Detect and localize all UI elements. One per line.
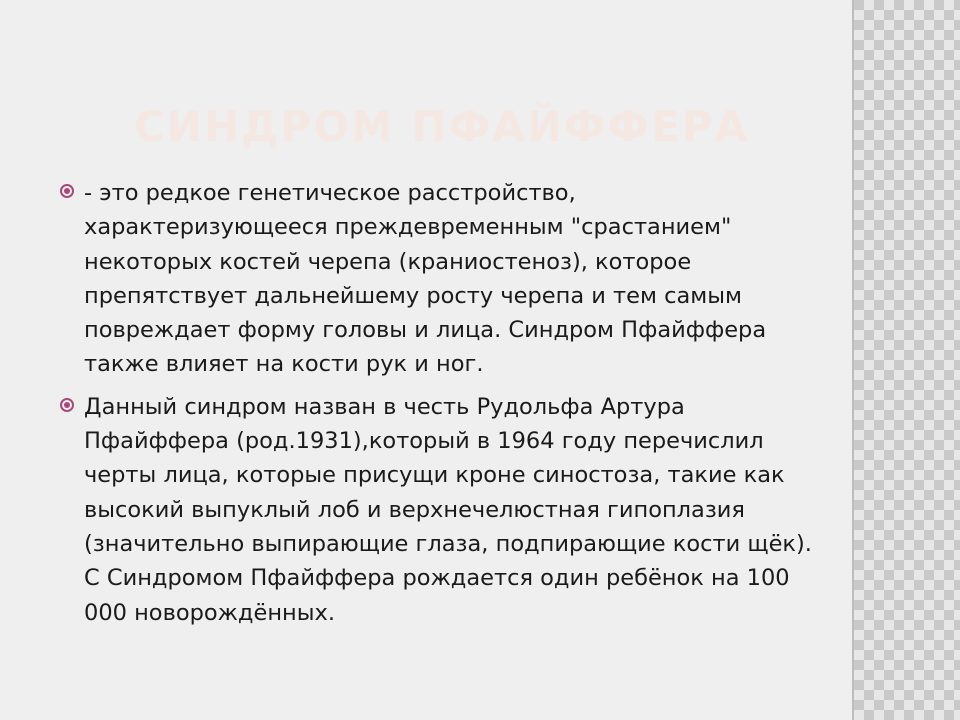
bullet-text: - это редкое генетическое расстройство, характеризующееся преждевременным "срастанием" некоторых костей черепа (краниостеноз), которое препятствует дальнейшему росту черепа и тем самым повреждает форму головы и лица. Синдром Пфайффера также влияет на кости рук и ног. [84,180,767,378]
bullet-item [84,176,824,382]
bullet-text: Данный синдром назван в честь Рудольфа Артура Пфайффера (род.1931),который в 1964 году перечислил черты лица, которые присущи кроне синостоза, такие как высокий выпуклый лоб и верхнечелюстная гипоплазия (значительно выпирающие глаза, подпирающие кости щёк). С Синдромом Пфайффера рождается один ребёнок на 100 000 новорождённых. [84,393,812,626]
bullet-item [84,390,824,630]
circle-bullet-icon [60,184,74,198]
slide-title: СИНДРОМ ПФАЙФФЕРА [134,102,750,151]
decorative-side-panel [852,0,960,720]
bullet-list [84,176,824,638]
circle-bullet-icon [60,398,74,412]
